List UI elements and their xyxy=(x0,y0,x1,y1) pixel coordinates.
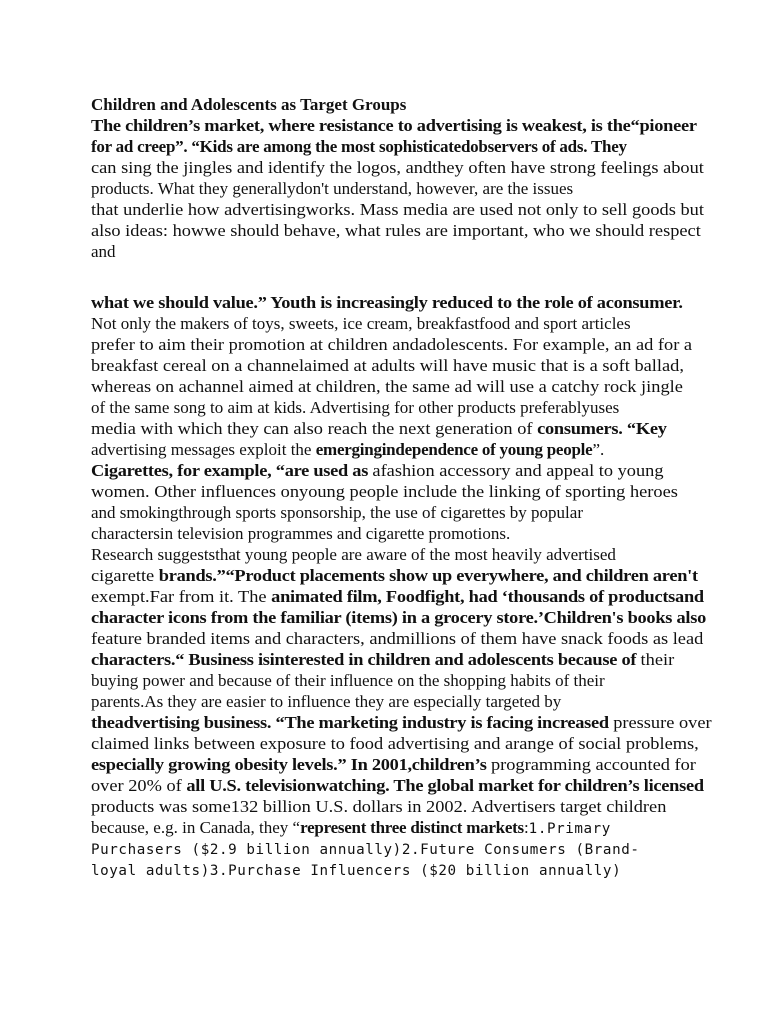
text-line xyxy=(91,220,701,241)
text-span: products. What they generallydon't understand, however, are the issues xyxy=(91,179,574,198)
text-span: can sing the jingles and identify the logos, andthey often have strong feelings about xyxy=(91,158,704,177)
text-span: cigarette xyxy=(91,566,159,585)
text-line xyxy=(91,313,631,334)
bold-text: character icons from the familiar (items) in a grocery store.’Children's books also xyxy=(91,608,707,627)
text-line xyxy=(91,178,573,199)
bold-text: consumers. “Key xyxy=(537,419,667,438)
text-line xyxy=(91,544,616,565)
text-line xyxy=(91,796,666,817)
mono-text: Purchasers ($2.9 billion annually)2.Future Consumers (Brand- xyxy=(91,842,640,858)
text-line xyxy=(91,712,712,733)
bold-text: what we should value.” Youth is increasingly reduced to the role of aconsumer. xyxy=(91,293,683,312)
text-span: prefer to aim their promotion at children andadolescents. For example, an ad for a xyxy=(91,335,693,354)
text-span: parents.As they are easier to influence they are especially targeted by xyxy=(91,692,562,711)
text-span: whereas on achannel aimed at children, the same ad will use a catchy rock jingle xyxy=(91,377,683,396)
text-span: that underlie how advertisingworks. Mass media are used not only to sell goods but xyxy=(91,200,704,219)
text-span: programming accounted for xyxy=(490,755,696,774)
text-span: also ideas: howwe should behave, what rules are important, who we should respect xyxy=(91,221,701,240)
text-span: and xyxy=(91,242,116,261)
text-line xyxy=(91,502,583,523)
text-span: and smokingthrough sports sponsorship, the use of cigarettes by popular xyxy=(91,503,583,522)
text-line xyxy=(91,565,698,586)
bold-text: represent three distinct markets xyxy=(300,818,524,837)
text-line xyxy=(91,241,116,262)
bold-text: especially growing obesity levels.” In 2001,children’s xyxy=(91,755,491,774)
text-line xyxy=(91,691,561,712)
bold-text: brands.”“Product placements show up everywhere, and children aren't xyxy=(158,566,698,585)
text-span: ”. xyxy=(592,440,605,459)
text-span: buying power and because of their influence on the shopping habits of their xyxy=(91,671,605,690)
bold-text: The children’s market, where resistance to advertising is weakest, is the“pioneer xyxy=(91,116,697,135)
text-span: feature branded items and characters, andmillions of them have snack foods as lead xyxy=(91,629,704,648)
bold-text: animated film, Foodfight, had ‘thousands of productsand xyxy=(271,587,704,606)
text-line xyxy=(91,481,678,502)
text-span: their xyxy=(640,650,675,669)
text-line xyxy=(91,136,627,157)
text-span: charactersin television programmes and cigarette promotions. xyxy=(91,524,511,543)
text-span: : xyxy=(523,818,529,837)
text-span: advertising messages exploit the xyxy=(91,440,316,459)
text-line xyxy=(91,334,692,355)
text-span: women. Other influences onyoung people include the linking of sporting heroes xyxy=(91,482,678,501)
text-line xyxy=(91,376,683,397)
text-span: claimed links between exposure to food advertising and arange of social problems, xyxy=(91,734,699,753)
text-span: products was some132 billion U.S. dollars in 2002. Advertisers target children xyxy=(91,797,667,816)
text-span: afashion accessory and appeal to young xyxy=(372,461,664,480)
bold-text: theadvertising business. “The marketing industry is facing increased xyxy=(91,713,614,732)
text-span: Research suggeststhat young people are aware of the most heavily advertised xyxy=(91,545,616,564)
text-line xyxy=(91,355,684,376)
text-line xyxy=(91,439,604,460)
text-line xyxy=(91,418,667,439)
text-span: media with which they can also reach the next generation of xyxy=(91,419,538,438)
bold-text: characters.“ Business isinterested in children and adolescents because of xyxy=(91,650,641,669)
text-line xyxy=(91,115,697,136)
text-line xyxy=(91,670,605,691)
text-line xyxy=(91,733,699,754)
mono-text: 1.Primary xyxy=(528,821,611,837)
text-line xyxy=(91,775,704,796)
text-line xyxy=(91,460,664,481)
text-span: because, e.g. in Canada, they “ xyxy=(91,818,301,837)
text-line xyxy=(91,754,696,775)
text-line xyxy=(91,157,704,178)
text-line xyxy=(91,199,704,220)
text-line xyxy=(91,292,683,313)
text-line xyxy=(91,628,703,649)
bold-text: all U.S. televisionwatching. The global market for children’s licensed xyxy=(186,776,704,795)
text-line xyxy=(91,859,621,882)
bold-text: Cigarettes, for example, “are used as xyxy=(91,461,373,480)
text-span: Not only the makers of toys, sweets, ice cream, breakfastfood and sport articles xyxy=(91,314,631,333)
text-line xyxy=(91,397,619,418)
text-span: breakfast cereal on a channelaimed at adults will have music that is a soft ballad, xyxy=(91,356,684,375)
text-line xyxy=(91,838,640,861)
text-line xyxy=(91,523,510,544)
bold-text: emergingindependence of young people xyxy=(315,440,593,459)
document-title: Children and Adolescents as Target Groups xyxy=(91,95,407,114)
text-line xyxy=(91,817,611,840)
text-span: pressure over xyxy=(613,713,712,732)
bold-text: for ad creep”. “Kids are among the most sophisticatedobservers of ads. They xyxy=(91,137,627,156)
mono-text: loyal adults)3.Purchase Influencers ($20 billion annually) xyxy=(91,863,622,879)
text-span: exempt.Far from it. The xyxy=(91,587,272,606)
text-span: of the same song to aim at kids. Advertising for other products preferablyuses xyxy=(91,398,620,417)
text-line xyxy=(91,607,706,628)
text-line xyxy=(91,649,674,670)
text-span: over 20% of xyxy=(91,776,187,795)
text-line xyxy=(91,586,704,607)
